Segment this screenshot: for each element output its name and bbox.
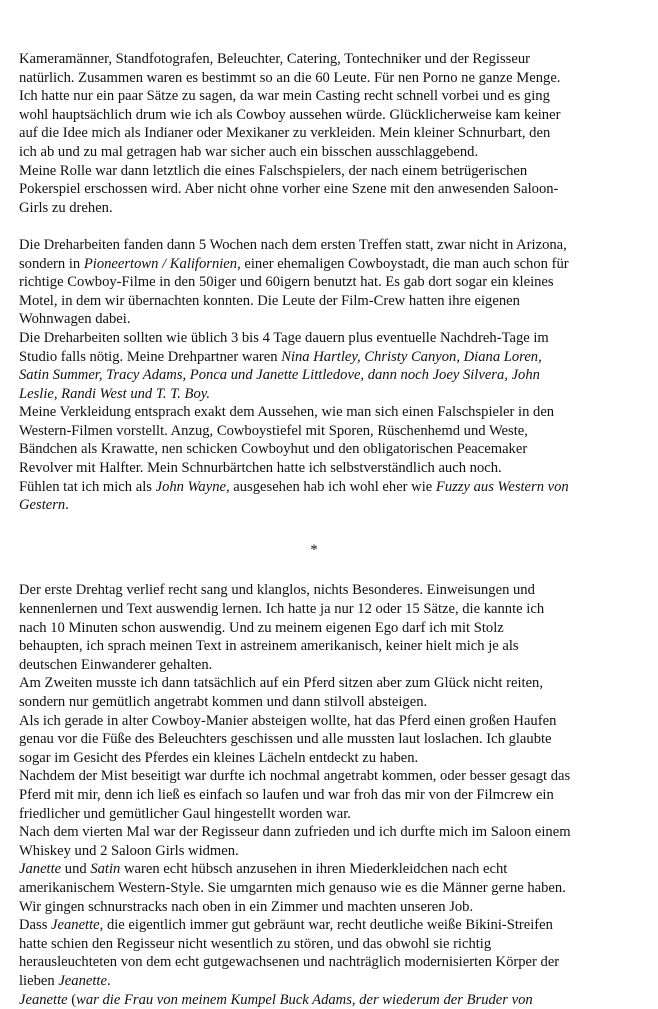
text-line (19, 310, 649, 329)
text-line (19, 581, 649, 600)
text-line (19, 329, 649, 348)
text-line (19, 385, 649, 404)
text-run: ( (68, 992, 77, 1008)
text-run: Die Dreharbeiten fanden dann 5 Wochen nach dem ersten Treffen statt, zwar nicht in Arizona, (19, 237, 567, 253)
text-line (19, 619, 649, 638)
text-line (19, 767, 649, 786)
section-separator: * (19, 541, 609, 560)
italic-text: Satin Summer, Tracy Adams, Ponca und Janette Littledove, dann noch Joey Silvera, John (19, 367, 540, 383)
text-line (19, 674, 649, 693)
text-run: , ausgesehen hab ich wohl eher wie (226, 479, 436, 495)
text-run: , einer ehemaligen Cowboystadt, die man auch schon für (237, 256, 569, 272)
text-run: Fühlen tat ich mich als (19, 479, 156, 495)
text-line (19, 712, 649, 731)
text-run: ich ab und zu mal getragen hab war sicher auch ein bisschen ausschlaggebend. (19, 144, 478, 160)
text-line (19, 935, 649, 954)
text-line (19, 348, 649, 367)
paragraph-spacer (19, 217, 649, 236)
text-run: lieben (19, 973, 58, 989)
text-run: friedlicher und gemütlicher Gaul hingestellt worden war. (19, 806, 351, 822)
italic-text: Jeanette (51, 917, 100, 933)
text-line (19, 637, 649, 656)
text-line (19, 496, 649, 515)
text-line (19, 898, 649, 917)
italic-text: Pioneertown / Kalifornien (84, 256, 237, 272)
text-run: Motel, in dem wir übernachten konnten. Die Leute der Film-Crew hatten ihre eigenen (19, 293, 520, 309)
paragraph (19, 236, 649, 515)
italic-text: John Wayne (156, 479, 226, 495)
text-run: auf die Idee mich als Indianer oder Mexikaner zu verkleiden. Mein kleiner Schnurbart, den (19, 125, 550, 141)
text-line (19, 478, 649, 497)
text-line (19, 656, 649, 675)
text-run: Wir gingen schnurstracks nach oben in ein Zimmer und machten unseren Job. (19, 899, 473, 915)
text-run: nach 10 Minuten schon auswendig. Und zu meinem eigenen Ego darf ich mit Stolz (19, 620, 504, 636)
text-line (19, 916, 649, 935)
text-line (19, 440, 649, 459)
text-line (19, 255, 649, 274)
italic-text: Gestern (19, 497, 65, 513)
text-run: Wohnwagen dabei. (19, 311, 130, 327)
text-line (19, 69, 649, 88)
text-run: Pokerspiel erschossen wird. Aber nicht ohne vorher eine Szene mit den anwesenden Saloon- (19, 181, 558, 197)
text-run: Die Dreharbeiten sollten wie üblich 3 bis 4 Tage dauern plus eventuelle Nachdreh-Tage im (19, 330, 549, 346)
text-line (19, 106, 649, 125)
italic-text: Jeanette (58, 973, 107, 989)
text-run: deutschen Einwanderer gehalten. (19, 657, 212, 673)
italic-text: war die Frau von meinem Kumpel Buck Adams, der wiederum der Bruder von (76, 992, 533, 1008)
text-run: hatte schien den Regisseur nicht wesentlich zu stören, und das obwohl sie richtig (19, 936, 491, 952)
text-run: richtige Cowboy-Filme in den 50iger und 60igern benutzt hat. Es gab dort sogar ein kleines (19, 274, 554, 290)
text-run: Pferd mit mir, denn ich ließ es einfach so laufen und war froh das mir von der Filmcrew ein (19, 787, 554, 803)
text-run: waren echt hübsch anzusehen in ihren Miederkleidchen nach echt (120, 861, 507, 877)
text-line (19, 422, 649, 441)
text-line (19, 236, 649, 255)
text-run: natürlich. Zusammen waren es bestimmt so an die 60 Leute. Für nen Porno ne ganze Menge. (19, 70, 560, 86)
text-run: , die eigentlich immer gut gebräunt war, recht deutliche weiße Bikini-Streifen (100, 917, 553, 933)
paragraph-spacer (19, 559, 649, 581)
text-run: Der erste Drehtag verlief recht sang und klanglos, nichts Besonderes. Einweisungen und (19, 582, 535, 598)
italic-text: Nina Hartley, Christy Canyon, Diana Loren, (281, 349, 542, 365)
text-run: Nach dem vierten Mal war der Regisseur dann zufrieden und ich durfte mich im Saloon einem (19, 824, 571, 840)
text-run: Meine Verkleidung entsprach exakt dem Aussehen, wie man sich einen Falschspieler in den (19, 404, 554, 420)
text-line (19, 403, 649, 422)
text-line (19, 366, 649, 385)
text-run: Girls zu drehen. (19, 200, 113, 216)
text-run: Revolver mit Halfter. Mein Schnurbärtchen hatte ich selbstverständlich auch noch. (19, 460, 502, 476)
text-run: Whiskey und 2 Saloon Girls widmen. (19, 843, 239, 859)
text-line (19, 50, 649, 69)
text-line (19, 842, 649, 861)
text-run: Meine Rolle war dann letztlich die eines Falschspielers, der nach einem betrügerischen (19, 163, 527, 179)
text-run: Western-Filmen vorstellt. Anzug, Cowboystiefel mit Sporen, Rüschenhemd und Weste, (19, 423, 528, 439)
text-line (19, 879, 649, 898)
text-line (19, 953, 649, 972)
text-run: . (107, 973, 111, 989)
text-run: Ich hatte nur ein paar Sätze zu sagen, da war mein Casting recht schnell vorbei und es ging (19, 88, 550, 104)
paragraph (19, 581, 649, 1009)
italic-text: Fuzzy aus Western von (436, 479, 569, 495)
text-run: Nachdem der Mist beseitigt war durfte ich nochmal angetrabt kommen, oder besser gesagt das (19, 768, 570, 784)
text-line (19, 786, 649, 805)
italic-text: Jeanette (19, 992, 68, 1008)
text-line (19, 991, 649, 1009)
text-run: sogar im Gesicht des Pferdes ein kleines Lächeln entdeckt zu haben. (19, 750, 418, 766)
text-line (19, 805, 649, 824)
italic-text: Leslie, Randi West und T. T. Boy. (19, 386, 210, 402)
text-line (19, 292, 649, 311)
italic-text: Janette (19, 861, 61, 877)
text-run: sondern in (19, 256, 84, 272)
paragraph (19, 50, 649, 217)
text-run: Als ich gerade in alter Cowboy-Manier absteigen wollte, hat das Pferd einen großen Haufen (19, 713, 556, 729)
text-run: sondern nur gemütlich angetrabt kommen und dann stilvoll absteigen. (19, 694, 427, 710)
text-line (19, 749, 649, 768)
paragraph-spacer (19, 515, 649, 541)
text-run: amerikanischem Western-Style. Sie umgarnten mich genauso wie es die Männer gerne haben. (19, 880, 566, 896)
text-line (19, 87, 649, 106)
text-line (19, 180, 649, 199)
text-run: kennenlernen und Text auswendig lernen. Ich hatte ja nur 12 oder 15 Sätze, die kannte ich (19, 601, 544, 617)
text-run: Kameramänner, Standfotografen, Beleuchter, Catering, Tontechniker und der Regisseur (19, 51, 530, 67)
text-line (19, 273, 649, 292)
text-run: Am Zweiten musste ich dann tatsächlich auf ein Pferd sitzen aber zum Glück nicht reiten, (19, 675, 543, 691)
text-run: Dass (19, 917, 51, 933)
text-run: Studio falls nötig. Meine Drehpartner waren (19, 349, 281, 365)
text-line (19, 600, 649, 619)
text-line (19, 972, 649, 991)
text-run: herausleuchteten von dem echt gutgewachsenen und nachträglich modernisierten Körper der (19, 954, 559, 970)
text-line (19, 124, 649, 143)
text-line (19, 199, 649, 218)
text-line (19, 459, 649, 478)
italic-text: Satin (90, 861, 120, 877)
text-line (19, 143, 649, 162)
text-line (19, 162, 649, 181)
text-run: . (65, 497, 69, 513)
text-run: genau vor die Füße des Beleuchters geschissen und alle mussten laut loslachen. Ich glaubte (19, 731, 552, 747)
text-line (19, 693, 649, 712)
text-line (19, 823, 649, 842)
document-body (19, 50, 649, 1009)
text-run: wohl hauptsächlich drum wie ich als Cowboy aussehen würde. Glücklicherweise kam keiner (19, 107, 560, 123)
text-run: behaupten, ich sprach meinen Text in astreinem amerikanisch, keiner hielt mich je als (19, 638, 519, 654)
text-run: Bändchen als Krawatte, nen schicken Cowboyhut und den obligatorischen Peacemaker (19, 441, 527, 457)
text-line (19, 860, 649, 879)
text-line (19, 730, 649, 749)
text-run: und (61, 861, 90, 877)
